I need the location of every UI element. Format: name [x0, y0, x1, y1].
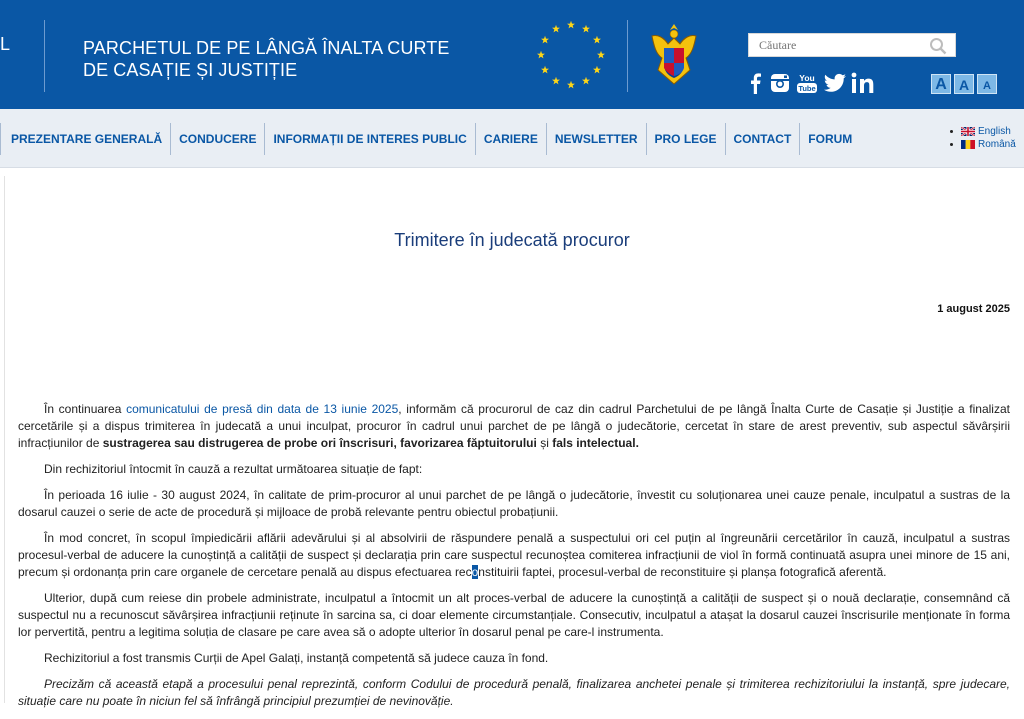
search-box	[748, 33, 956, 57]
eu-stars-icon	[531, 18, 611, 92]
twitter-icon[interactable]	[823, 73, 847, 93]
eu-star	[593, 36, 601, 44]
article-paragraph: Din rechizitoriul întocmit în cauză a rezultat următoarea situație de fapt:	[44, 462, 423, 476]
text: , informăm că procurorul de caz din cadrul Parchetului de pe lângă Înalta Curte de Casație și Justiție a finalizat cercetările și a dispus trimiterea în judecată a unui inculpat, procuror în cadrul unui parchet de pe lângă o judecătorie, cercetat în stare de arest preventiv, sub aspectul săvârșirii infracțiunilor de	[18, 402, 1010, 450]
eu-star	[541, 36, 549, 44]
eu-star	[541, 66, 549, 74]
romania-coat-of-arms-icon	[646, 18, 702, 90]
eu-star	[582, 25, 590, 33]
search-icon[interactable]	[929, 37, 947, 55]
text: În mod concret, în scopul împiedicării aflării adevărului și al absolvirii de răspundere penală a suspectului ori cel puțin al îngreunării cercetărilor în cauză, inculpatul a sustras procesul-verbal de aducere la cunoștință a calității de suspect și declarația prin care suspectul recunoștea comiterea infracțiunii de viol în formă continuată asupra unei minore de 15 ani, precum și ordonanța prin care organele de cercetare penală au dispus efectuarea rec	[18, 531, 1010, 579]
nav-item-forum[interactable]: FORUM	[799, 123, 860, 155]
nav-item-newsletter[interactable]: NEWSLETTER	[546, 123, 646, 155]
article-paragraph: Rechizitoriul a fost transmis Curții de Apel Galați, instanță competentă să judece cauza în fond.	[44, 651, 549, 665]
site-title-line1[interactable]: PARCHETUL DE PE LÂNGĂ ÎNALTA CURTE	[83, 38, 450, 58]
search-input[interactable]	[749, 34, 929, 56]
svg-text:Tube: Tube	[798, 84, 816, 93]
font-size-controls	[931, 74, 1000, 94]
text: nstituirii faptei, procesul-verbal de reconstituire și planșa fotografică aferentă.	[478, 565, 887, 579]
article-date: 1 august 2025	[937, 303, 1010, 315]
linkedin-icon[interactable]	[851, 72, 877, 94]
uk-flag-icon	[961, 127, 975, 136]
press-release-link[interactable]: comunicatului de presă din data de 13 iunie 2025	[126, 402, 399, 416]
header-divider	[44, 20, 45, 92]
eu-star	[552, 77, 560, 85]
nav-item-conducere[interactable]: CONDUCERE	[170, 123, 264, 155]
article-body	[18, 401, 1010, 719]
page-title: Trimitere în judecată procuror	[394, 230, 630, 250]
language-label[interactable]: Română	[978, 139, 1016, 150]
font-size-large-button[interactable]: A	[931, 74, 951, 94]
article-paragraph: În perioada 16 iulie - 30 august 2024, în calitate de prim-procuror al unui parchet de pe lângă o judecătorie, învestit cu soluționarea unei cauze penale, inculpatul a sustras de la dosarul cauzei o serie de acte de procedură și mijloace de probă relevante pentru obiectul probațiunii.	[18, 488, 1010, 519]
eu-star	[593, 66, 601, 74]
language-english[interactable]	[950, 125, 1016, 138]
nav-item-cariere[interactable]: CARIERE	[475, 123, 546, 155]
romania-flag-icon	[961, 140, 975, 149]
language-switcher	[950, 125, 1016, 151]
header-divider	[627, 20, 628, 92]
site-header	[0, 0, 1024, 109]
article-paragraph	[18, 401, 1010, 452]
nav-menu	[0, 123, 860, 155]
eu-star	[567, 21, 575, 29]
eu-star	[582, 77, 590, 85]
instagram-icon[interactable]	[770, 73, 790, 93]
nav-item-prezentare-generala[interactable]: PREZENTARE GENERALĂ	[0, 123, 170, 155]
eu-star	[537, 51, 545, 59]
nav-item-informatii-interes-public[interactable]: INFORMAȚII DE INTERES PUBLIC	[264, 123, 474, 155]
text-selection: o	[471, 565, 479, 579]
text: În continuarea	[44, 402, 127, 416]
eu-star	[567, 81, 575, 89]
font-size-small-button[interactable]: A	[977, 74, 997, 94]
language-label[interactable]: English	[978, 126, 1011, 137]
svg-text:You: You	[799, 73, 815, 83]
language-romana[interactable]	[950, 138, 1016, 151]
font-size-medium-button[interactable]: A	[954, 74, 974, 94]
article-disclaimer	[18, 676, 1010, 710]
offenses-bold: sustragerea sau distrugerea de probe ori înscrisuri, favorizarea făptuitorului	[102, 436, 537, 450]
article-paragraph: Ulterior, după cum reiese din probele administrate, inculpatul a întocmit un alt proces-verbal de aducere la cunoștință a calității de suspect și o nouă declarație, consemnând că suspectul nu a recunoscut săvârșirea infracțiunii reținute în sarcina sa, ci doar elemente circumstanțiale. Consecutiv, inculpatul a atașat la dosarul cauzei înscrisurile menționate în forma lor pervertită, pentru a legitima soluția de clasare pe care avea să o adopte ulterior în dosarul penal pe care-l instrumenta.	[18, 591, 1010, 639]
nav-item-contact[interactable]: CONTACT	[725, 123, 800, 155]
eu-star	[552, 25, 560, 33]
text: și	[536, 436, 553, 450]
offense-bold: fals intelectual.	[552, 436, 639, 450]
bullet	[950, 130, 953, 133]
eu-star	[597, 51, 605, 59]
youtube-icon[interactable]	[796, 72, 818, 94]
site-title-line2[interactable]: DE CASAȚIE ȘI JUSTIȚIE	[83, 60, 298, 80]
facebook-icon[interactable]	[748, 72, 762, 94]
bullet	[950, 143, 953, 146]
article-paragraph	[18, 530, 1010, 581]
site-title[interactable]	[83, 37, 450, 81]
main-nav	[0, 109, 1024, 168]
social-links	[748, 70, 877, 96]
nav-item-pro-lege[interactable]: PRO LEGE	[646, 123, 725, 155]
header-edge-letter: L	[0, 34, 11, 54]
content-border	[4, 176, 5, 703]
disclaimer-text: Precizăm că această etapă a procesului penal reprezintă, conform Codului de procedură penală, finalizarea anchetei penale și trimiterea rechizitoriului la instanță, spre judecare, situație care nu poate în niciun fel să înfrângă principiul prezumției de nevinovăție.	[18, 677, 1010, 708]
